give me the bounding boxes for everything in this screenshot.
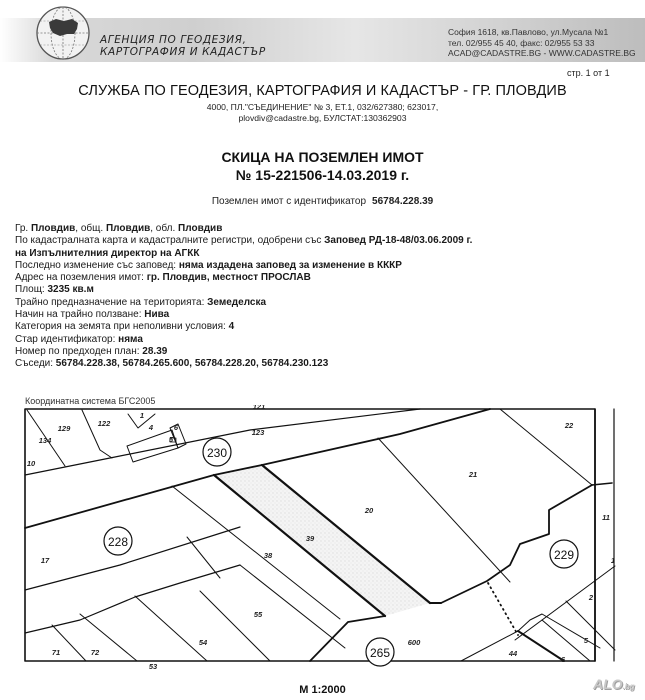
neighbors-value: 56784.228.38, 56784.265.600, 56784.228.20, 56784.230.123	[55, 358, 329, 370]
prev-plan-label: Номер по предходен план:	[15, 345, 143, 357]
parcel-label: 72	[90, 648, 100, 657]
parcel-label: 5	[583, 636, 589, 645]
identifier-label: Поземлен имот с идентификатор	[211, 196, 367, 207]
info-prev-plan	[15, 346, 472, 358]
parcel-label: 39	[305, 534, 315, 543]
office-title: СЛУЖБА ПО ГЕОДЕЗИЯ, КАРТОГРАФИЯ И КАДАСТЪР - ГР. ПЛОВДИВ	[78, 83, 567, 99]
old-id-label: Стар идентификатор:	[15, 333, 119, 345]
agency-contact	[448, 27, 636, 59]
parcel-label: 21	[468, 470, 478, 479]
parcel-label: 10	[26, 459, 36, 468]
parcel-label: 6	[173, 423, 179, 432]
parcel-label: 44	[508, 649, 518, 658]
parcel-label: 123	[251, 428, 265, 437]
info-old-id	[15, 334, 472, 346]
neighbors-label: Съседи:	[15, 358, 56, 370]
last-change-label: Последно изменение със заповед:	[15, 259, 179, 271]
globe-bulgaria-icon	[34, 4, 92, 62]
parcel-label: 38	[263, 551, 273, 560]
address-value: гр. Пловдив, местност ПРОСЛАВ	[146, 272, 311, 284]
info-purpose	[15, 297, 472, 309]
block-230: 230	[206, 446, 228, 460]
purpose-value: Земеделска	[207, 296, 267, 308]
office-address-line2: plovdiv@cadastre.bg, БУЛСТАТ:130362903	[238, 113, 407, 123]
map-scale: М 1:2000	[299, 684, 346, 696]
contact-phone: тел. 02/955 45 40, факс: 02/955 53 33	[448, 37, 595, 48]
block-265: 265	[369, 646, 391, 660]
block-228: 228	[107, 535, 129, 549]
document-number: № 15-221506-14.03.2019 г.	[235, 167, 410, 183]
parcel-label: 20	[364, 506, 374, 515]
parcel-label: 134	[38, 436, 52, 445]
last-change-value: няма издадена заповед за изменение в КККР	[178, 259, 402, 271]
identifier-line	[0, 196, 645, 207]
coordinate-system-label: Координатна система БГС2005	[25, 396, 156, 406]
document-title	[0, 148, 645, 184]
parcel-label: 2	[588, 593, 594, 602]
info-category	[15, 321, 472, 333]
approval-value: Заповед РД-18-48/03.06.2009 г.	[324, 235, 473, 247]
parcel-label: 600	[407, 638, 421, 647]
parcel-label: 71	[51, 648, 61, 657]
parcel-label: 5	[168, 435, 174, 444]
document-title-text: СКИЦА НА ПОЗЕМЛЕН ИМОТ	[221, 149, 424, 165]
info-approval	[15, 235, 472, 247]
approval-label: По кадастралната карта и кадастралните регистри, одобрени със	[15, 235, 325, 247]
contact-email-web: ACAD@CADASTRE.BG - WWW.CADASTRE.BG	[448, 48, 636, 58]
property-info	[15, 223, 472, 371]
info-address	[15, 272, 472, 284]
area-label: Площ:	[15, 284, 48, 296]
parcel-label: 129	[57, 424, 71, 433]
info-approval-authority	[15, 248, 472, 260]
category-value: 4	[228, 321, 235, 333]
agency-name-line1: АГЕНЦИЯ ПО ГЕОДЕЗИЯ,	[100, 34, 247, 46]
info-usage	[15, 309, 472, 321]
parcel-label: 53	[148, 662, 158, 671]
watermark-text: ALO	[593, 676, 623, 692]
subject-parcel-39	[214, 465, 430, 616]
parcel-label: 17	[40, 556, 50, 565]
parcel-label: 55	[253, 610, 263, 619]
parcel-label: 122	[97, 419, 111, 428]
watermark-suffix: .bg	[622, 682, 635, 691]
location-label-region: , обл.	[150, 223, 179, 234]
location-label-municipality: , общ.	[75, 223, 106, 234]
parcel-label: 1	[139, 411, 145, 420]
parcel-label: 22	[564, 421, 574, 430]
parcel-label: 121	[252, 405, 266, 411]
info-area	[15, 284, 472, 296]
location-city: Пловдив	[30, 223, 76, 234]
usage-value: Нива	[144, 309, 170, 321]
identifier-value: 56784.228.39	[372, 196, 434, 207]
old-id-value: няма	[118, 333, 143, 345]
info-last-change	[15, 260, 472, 272]
page-number: стр. 1 от 1	[567, 68, 610, 78]
location-region: Пловдив	[178, 223, 223, 234]
block-229: 229	[553, 548, 575, 562]
agency-name-line2: КАРТОГРАФИЯ И КАДАСТЪР	[100, 46, 266, 58]
contact-address: София 1618, кв.Павлово, ул.Мусала №1	[448, 27, 609, 37]
prev-plan-value: 28.39	[142, 345, 168, 357]
category-label: Категория на земята при неполивни условия:	[15, 321, 229, 333]
parcel-label: 4	[148, 423, 154, 432]
watermark-logo	[593, 676, 635, 692]
parcel-label: 6	[560, 655, 566, 664]
office-address-line1: 4000, ПЛ."СЪЕДИНЕНИЕ" № 3, ЕТ.1, 032/627380; 623017,	[206, 102, 439, 112]
info-location	[15, 223, 472, 235]
location-label-city: Гр.	[15, 223, 31, 234]
address-label: Адрес на поземления имот:	[15, 272, 147, 284]
parcel-label: 11	[602, 513, 610, 522]
parcel-label: 1	[610, 556, 616, 565]
office-address	[0, 102, 645, 124]
location-municipality: Пловдив	[105, 223, 151, 234]
purpose-label: Трайно предназначение на територията:	[15, 296, 208, 308]
usage-label: Начин на трайно ползване:	[15, 309, 145, 321]
parcel-label: 54	[198, 638, 208, 647]
approval-authority: на Изпълнителния директор на АГКК	[15, 247, 200, 259]
agency-name	[100, 34, 266, 58]
info-neighbors	[15, 358, 472, 370]
area-value: 3235 кв.м	[47, 284, 94, 296]
cadastral-map	[0, 405, 645, 685]
